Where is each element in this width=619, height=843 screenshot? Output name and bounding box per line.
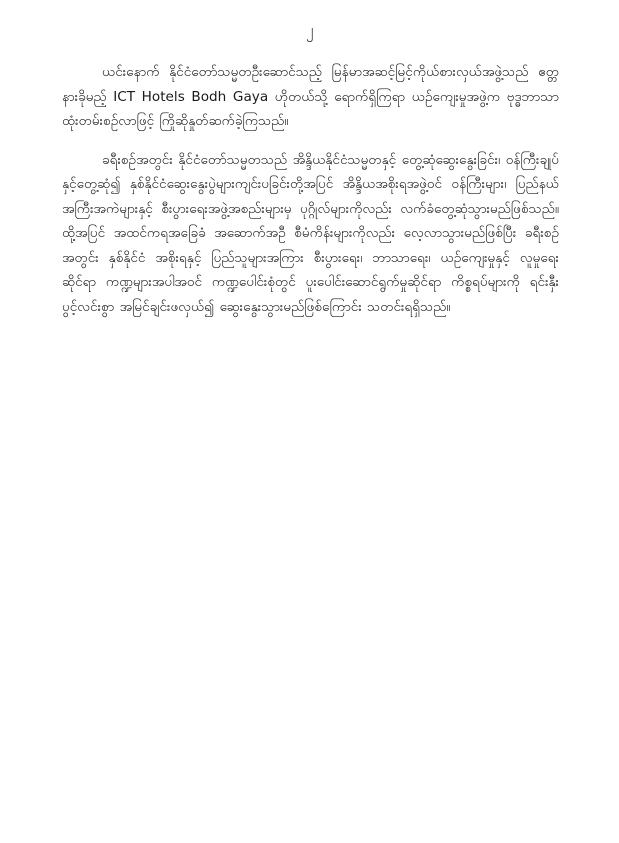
paragraph-itinerary: ခရီးစဉ်အတွင်း နိုင်ငံတော်သမ္မတသည် အိန္ဒိယနိုင်ငံသမ္မတနှင့် တွေ့ဆုံဆွေးနွေးခြင်း၊ ဝန်ကြီးချုပ်နှင့်တွေ့ဆုံ၍ နှစ်နိုင်ငံဆွေးနွေးပွဲများကျင်းပခြင်းတို့အပြင် အိန္ဒိယအစိုးရအဖွဲ့ဝင် ဝန်ကြီးများ၊ ပြည်နယ်အကြီးအကဲများနှင့် စီးပွားရေးအဖွဲ့အစည်းများမှ ပုဂ္ဂိုလ်များကိုလည်း လက်ခံတွေ့ဆုံသွားမည်ဖြစ်သည်။ ထို့အပြင် အထင်ကရအခြေခံ အဆောက်အဦ စီမံကိန်းများကိုလည်း လေ့လာသွားမည်ဖြစ်ပြီး ခရီးစဉ်အတွင်း နှစ်နိုင်ငံ အစိုးရနှင့် ပြည်သူများအကြား စီးပွားရေး၊ ဘာသာရေး၊ ယဉ်ကျေးမှုနှင့် လူမှုရေးဆိုင်ရာ ကဏ္ဍများအပါအဝင် ကဏ္ဍပေါင်းစုံတွင် ပူးပေါင်းဆောင်ရွက်မှုဆိုင်ရာ ကိစ္စရပ်များကို ရင်းနှီးပွင့်လင်းစွာ အမြင်ချင်းဖလှယ်၍ ဆွေးနွေးသွားမည်ဖြစ်ကြောင်း သတင်းရရှိသည်။ — [62, 151, 559, 315]
document-body — [62, 60, 559, 333]
page-number: ၂ — [305, 21, 314, 39]
paragraph-arrival: ယင်းနောက် နိုင်ငံတော်သမ္မတဦးဆောင်သည့် မြန်မာအဆင့်မြင့်ကိုယ်စားလှယ်အဖွဲ့သည် ဧတ္တနားခိုမည့် ICT Hotels Bodh Gaya ဟိုတယ်သို့ ရောက်ရှိကြရာ ယဉ်ကျေးမှုအဖွဲ့က ဗုဒ္ဓဘာသာထုံးတမ်းစဉ်လာဖြင့် ကြိုဆိုနှုတ်ဆက်ခဲ့ကြသည်။ — [62, 64, 559, 129]
